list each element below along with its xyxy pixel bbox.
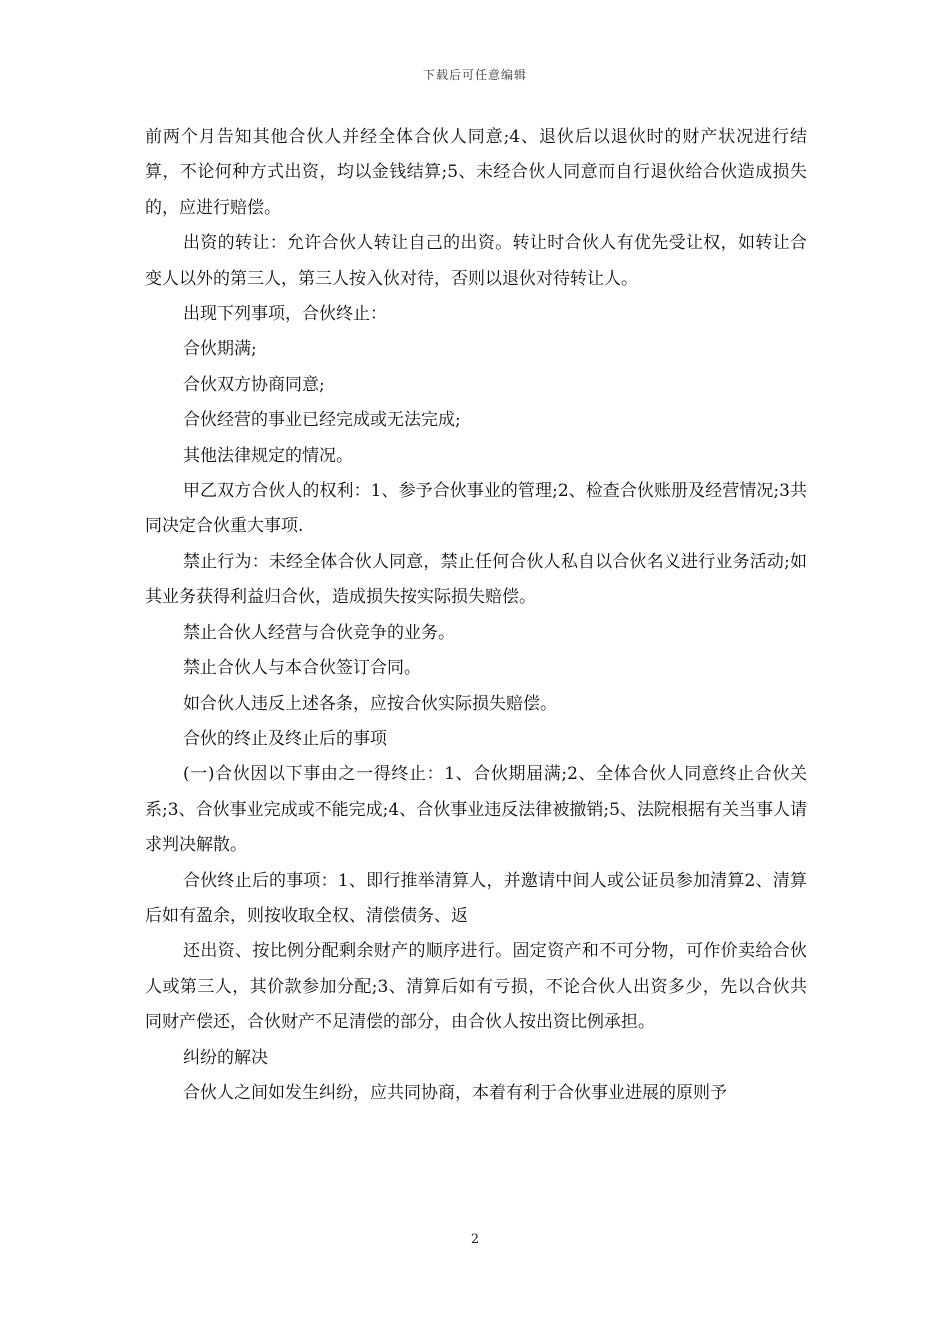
paragraph-capital-transfer: 出资的转让：允许合伙人转让自己的出资。转让时合伙人有优先受让权，如转让合变人以外的第三人，第三人按入伙对待，否则以退伙对待转让人。 <box>145 233 807 289</box>
paragraph-withdrawal-terms: 前两个月告知其他合伙人并经全体合伙人同意;4、退伙后以退伙时的财产状况进行结算，不论何种方式出资，均以金钱结算;5、未经合伙人同意而自行退伙给合伙造成损失的，应进行赔偿。 <box>145 127 807 218</box>
paragraph-partner-rights: 甲乙双方合伙人的权利：1、参予合伙事业的管理;2、检查合伙账册及经营情况;3共同决定合伙重大事项. <box>145 481 807 537</box>
paragraph-termination-item-1: 合伙期满; <box>183 339 257 360</box>
paragraph-termination-intro: 出现下列事项，合伙终止： <box>183 304 387 325</box>
section-heading-termination: 合伙的终止及终止后的事项 <box>183 728 387 749</box>
paragraph-termination-item-4: 其他法律规定的情况。 <box>183 445 353 466</box>
paragraph-termination-item-2: 合伙双方协商同意; <box>183 374 325 395</box>
paragraph-liquidation: 还出资、按比例分配剩余财产的顺序进行。固定资产和不可分物，可作价卖给合伙人或第三人，其价款参加分配;3、清算后如有亏损，不论合伙人出资多少，先以合伙共同财产偿还，合伙财产不足清偿的部分，由合伙人按出资比例承担。 <box>145 941 807 1033</box>
paragraph-no-competition: 禁止合伙人经营与合伙竞争的业务。 <box>183 622 455 643</box>
paragraph-termination-causes: (一)合伙因以下事由之一得终止：1、合伙期届满;2、全体合伙人同意终止合伙关系;3、合伙事业完成或不能完成;4、合伙事业违反法律被撤销;5、法院根据有关当事人请求判决解散。 <box>145 764 807 856</box>
paragraph-termination-item-3: 合伙经营的事业已经完成或无法完成; <box>183 410 461 431</box>
paragraph-post-termination: 合伙终止后的事项：1、即行推举清算人，并邀请中间人或公证员参加清算2、清算后如有盈余，则按收取全权、清偿债务、返 <box>145 870 807 926</box>
paragraph-dispute-resolution: 合伙人之间如发生纠纷，应共同协商，本着有利于合伙事业进展的原则予 <box>183 1082 727 1103</box>
paragraph-violation-compensation: 如合伙人违反上述各条，应按合伙实际损失赔偿。 <box>183 693 557 714</box>
paragraph-no-self-contract: 禁止合伙人与本合伙签订合同。 <box>183 658 421 679</box>
document-body <box>145 120 807 1111</box>
page-header: 下载后可任意编辑 <box>422 68 527 82</box>
page-number: 2 <box>470 1232 480 1247</box>
paragraph-prohibited-acts: 禁止行为：未经全体合伙人同意，禁止任何合伙人私自以合伙名义进行业务活动;如其业务获得利益归合伙，造成损失按实际损失赔偿。 <box>145 551 807 608</box>
section-heading-disputes: 纠纷的解决 <box>183 1047 268 1068</box>
